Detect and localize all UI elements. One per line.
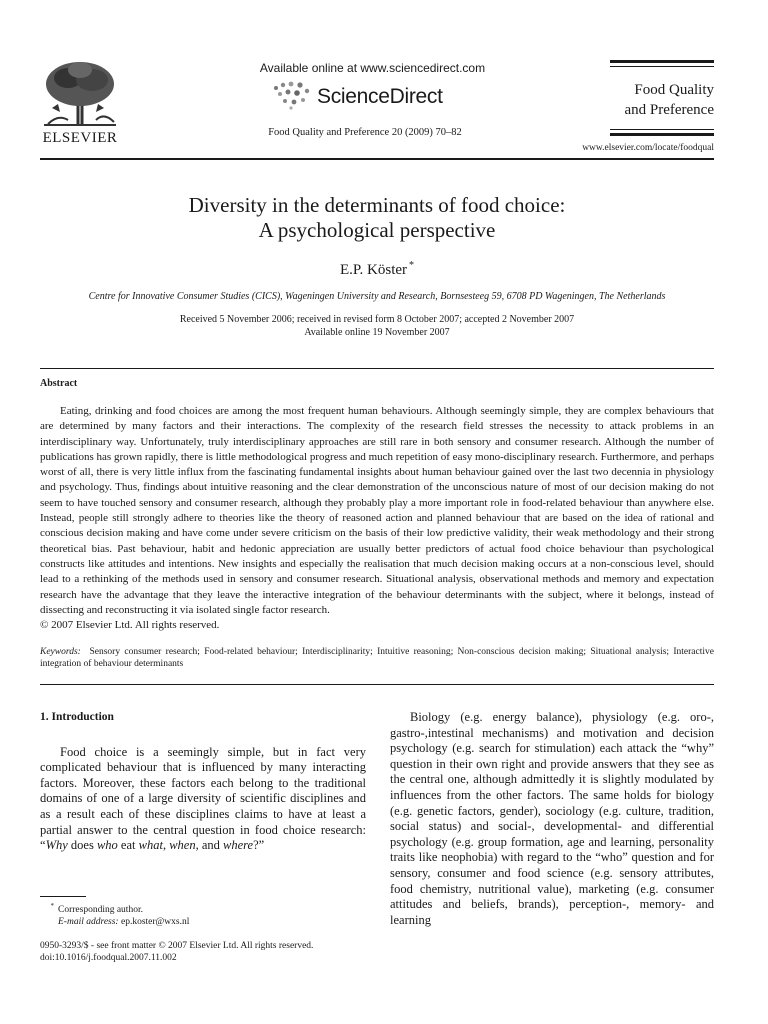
journal-name-line2: and Preference [624, 102, 714, 118]
sciencedirect-dots-icon [270, 80, 314, 110]
doi-line[interactable]: doi:10.1016/j.foodqual.2007.11.002 [40, 953, 177, 963]
elsevier-logo [38, 58, 122, 147]
article-dates [40, 314, 714, 339]
available-online-text: Available online at www.sciencedirect.com [259, 61, 486, 75]
intro-text: Food choice is a seemingly simple, but in fact very complicated behaviour that is influenced by many interacting factors. Moreover, these factors each belong to the traditional domains of one of a large diversity of scientific disciplines and as a result each of these disciplines claims to have at least a partial answer to the central question in food choice research: “ [40, 744, 366, 853]
q-who: who [96, 838, 118, 853]
journal-name [610, 80, 714, 120]
email-label: E-mail address: [58, 917, 119, 928]
footnote [40, 900, 366, 928]
q-comma: , [162, 838, 170, 853]
q-end: ?” [253, 838, 265, 853]
title-line1: Diversity in the determinants of food choice: [188, 193, 566, 217]
title-line2: A psychological perspective [258, 218, 496, 242]
elsevier-tree-icon [38, 58, 122, 128]
keywords-label: Keywords: [40, 647, 81, 657]
affiliation: Centre for Innovative Consumer Studies (CICS), Wageningen University and Research, Bornsesteeg 59, 6708 PD Wageningen, The Netherlands [88, 291, 666, 302]
abstract-copyright: © 2007 Elsevier Ltd. All rights reserved. [40, 619, 220, 632]
journal-name-line1: Food Quality [634, 82, 714, 98]
header-divider [40, 158, 714, 160]
left-column [40, 710, 366, 854]
intro-paragraph [40, 745, 366, 854]
author-line [40, 260, 714, 279]
abstract-heading: Abstract [40, 378, 78, 389]
abstract-bottom-divider [40, 684, 714, 685]
abstract-top-divider [40, 368, 714, 369]
keywords-list: Sensory consumer research; Food-related behaviour; Interdisciplinarity; Intuitive reasoning; Non-conscious decision making; Situational analysis; Interactive integration of behaviour determinants [40, 647, 714, 669]
sciencedirect-logo [270, 80, 490, 112]
keywords [40, 646, 714, 670]
q-why: Why [45, 838, 68, 853]
journal-url-link[interactable]: www.elsevier.com/locate/foodqual [582, 143, 714, 153]
right-column [390, 710, 714, 928]
masthead-rule [610, 133, 714, 136]
q-does: does [67, 838, 97, 853]
masthead-rule [610, 129, 714, 130]
footnote-mark: * [50, 902, 54, 910]
q-where: where [223, 838, 254, 853]
article-title [40, 193, 714, 243]
sciencedirect-wordmark: ScienceDirect [317, 85, 443, 108]
masthead-rule [610, 60, 714, 63]
q-and: and [198, 838, 224, 853]
right-paragraph: Biology (e.g. energy balance), physiology (e.g. oro-, gastro-,intestinal mechanisms) and motivation and decision psychology (e.g. search for stimulation) each attack the “why” question in their own right and provide answers that they see as the central one, although admittedly it is slightly modulated by influences from the other factors. The same holds for biology (e.g. genetic factors, gender), sociology (e.g. culture, tradition, social status) and social-, developmental- and differential psychology (e.g. group formation, age and learning, personality traits like neophobia) with regard to the “who” question and for sensory, consumer and food science (e.g. sensory attributes, food chemistry, nutritional value), marketing (e.g. consumer attitudes and beliefs, brands), perception-, memory- and learning [390, 710, 714, 927]
q-what: what [138, 838, 163, 853]
author-footnote-mark[interactable]: * [409, 260, 415, 271]
publisher-name: ELSEVIER [42, 130, 118, 146]
available-date: Available online 19 November 2007 [304, 326, 450, 338]
front-matter [40, 940, 400, 964]
masthead-rule [610, 66, 714, 67]
section-heading: 1. Introduction [40, 711, 114, 723]
journal-citation: Food Quality and Preference 20 (2009) 70–82 [268, 127, 462, 138]
journal-masthead [610, 60, 714, 136]
author-email-link[interactable]: ep.koster@wxs.nl [120, 917, 190, 928]
received-dates: Received 5 November 2006; received in revised form 8 October 2007; accepted 2 November 2007 [179, 314, 575, 325]
q-when: when, [169, 838, 199, 853]
author-name: E.P. Köster [339, 262, 408, 278]
footnote-divider [40, 896, 86, 897]
abstract-body [40, 404, 714, 633]
footnote-text: Corresponding author. [58, 905, 143, 916]
abstract-text: Eating, drinking and food choices are among the most frequent human behaviours. Although seemingly simple, they are complex behaviours that are determined by many factors and their interactions. The complexity of the research field stresses the necessity to attack problems in an interdisciplinary way. Unfortunately, truly interdisciplinary approaches are still rare in both sensory and consumer research. Although the number of publications has grown rapidly, there is little methodological progress and much repetition of easy mono-disciplinary research. Furthermore, and perhaps worst of all, there is very little influx from the fascinating fundamental insights about human behaviour gained over the last two decennia in physiology and psychology. Thus, findings about intuitive reasoning and the clear demonstration of the unconscious nature of most of our decision making do not seem to have touched sensory and consumer research, although they probably play a more important role in food-related behaviour than anywhere else. Instead, people still strongly adhere to theories like the theory of reasoned action and planned behaviour that are based on the idea of rational and conscious decision making and have come under severe criticism on the basis of their low predictive validity, their weak methodology and their strong theoretical bias. Past behaviour, habit and hedonic appreciation are usually better predictors of actual food choice behaviour than psychological constructs like attitudes and intentions. New insights and especially the realisation that much decision making occurs at a non-conscious level, should lead to a rethinking of the methods used in sensory and consumer research. Situational analysis, observational methods and memory and expectation research have the advantage that they leave the interactive integration of the behaviour determinants with the subject, where it belongs, instead of dissecting and reconstructing it via isolated single factor research. [40, 405, 714, 616]
issn-line: 0950-3293/$ - see front matter © 2007 Elsevier Ltd. All rights reserved. [40, 941, 314, 951]
q-eat: eat [117, 838, 139, 853]
